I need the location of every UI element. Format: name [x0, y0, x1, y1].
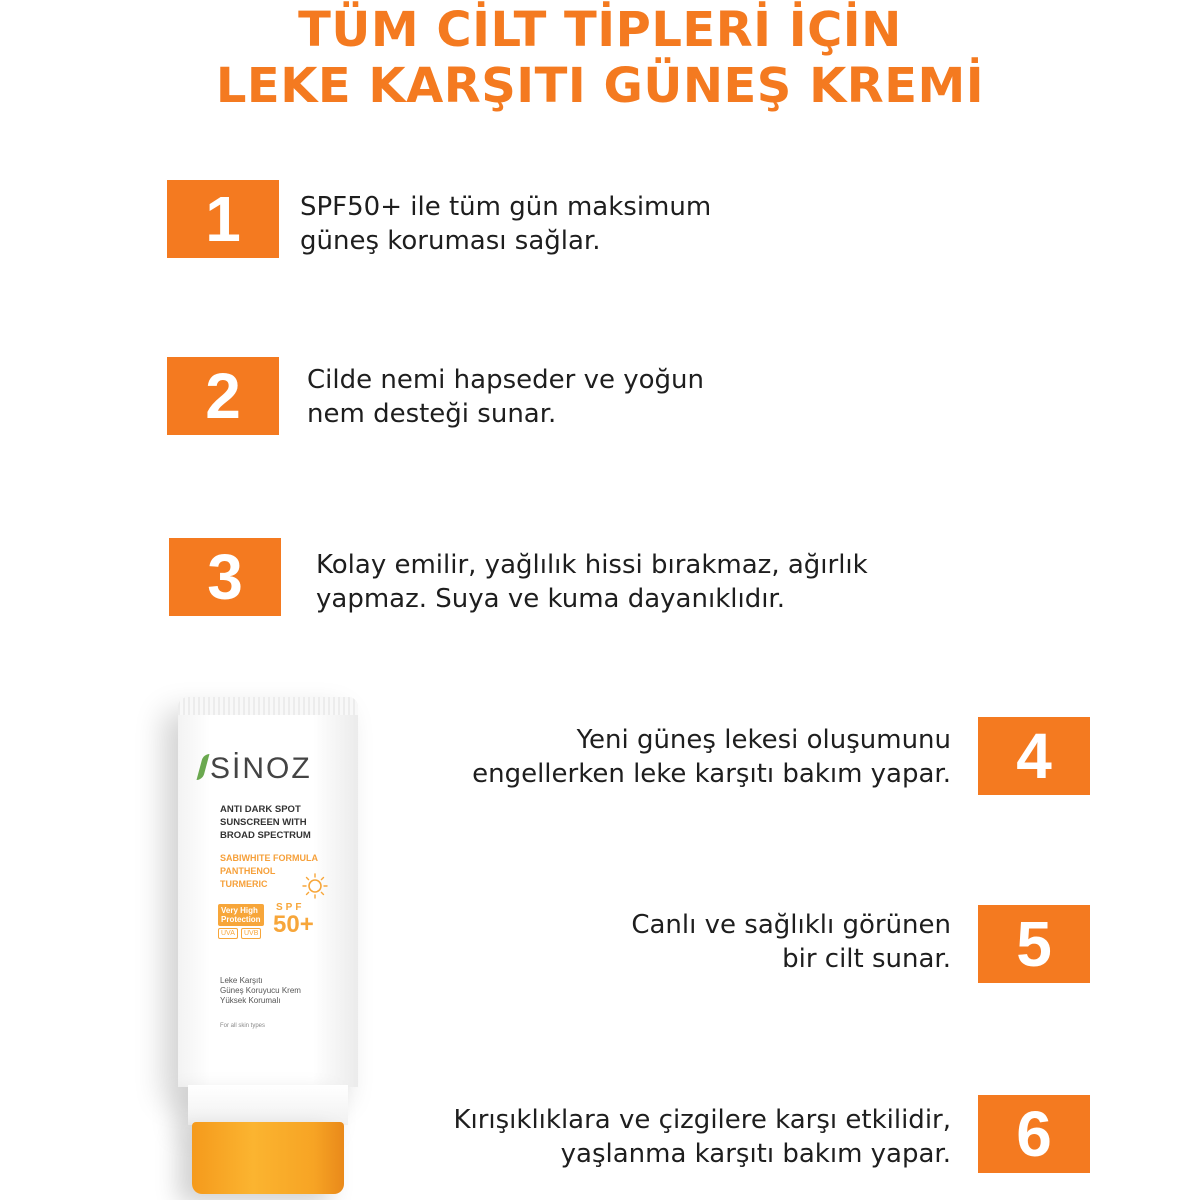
product-description-line: Güneş Koruyucu Krem: [220, 986, 301, 995]
product-headline-line: ANTI DARK SPOT: [220, 804, 301, 815]
feature-text-line: SPF50+ ile tüm gün maksimum: [300, 192, 712, 222]
feature-text: [316, 548, 868, 616]
uvb-badge: UVB: [241, 928, 261, 939]
feature-text-line: Kolay emilir, yağlılık hissi bırakmaz, ağırlık: [316, 550, 868, 580]
skin-types-label: For all skin types: [220, 1023, 266, 1029]
feature-number-badge: 4: [978, 717, 1090, 795]
ingredient: PANTHENOL: [220, 866, 276, 876]
feature-text-line: Kırışıklıklara ve çizgilere karşı etkilidir,: [453, 1105, 951, 1135]
sun-icon: [302, 873, 328, 899]
product-description-line: Yüksek Korumalı: [220, 996, 281, 1005]
feature-text-line: Canlı ve sağlıklı görünen: [631, 910, 951, 940]
feature-number-badge: 2: [167, 357, 279, 435]
feature-text: [472, 723, 951, 791]
tube-neck: [188, 1085, 348, 1125]
protection-label: [218, 904, 264, 926]
ingredient: TURMERIC: [220, 879, 268, 889]
feature-text-line: engellerken leke karşıtı bakım yapar.: [472, 759, 951, 789]
product-headline-line: SUNSCREEN WITH: [220, 817, 307, 828]
feature-number-badge: 1: [167, 180, 279, 258]
spf-word: SPF: [276, 902, 305, 913]
feature-text-line: bir cilt sunar.: [782, 944, 951, 974]
spf-badge: [218, 902, 330, 940]
title-line-2: LEKE KARŞITI GÜNEŞ KREMİ: [215, 58, 985, 114]
product-headline-line: BROAD SPECTRUM: [220, 830, 311, 841]
title-line-1: TÜM CİLT TİPLERİ İÇİN: [298, 2, 902, 58]
product-description: [220, 976, 301, 1006]
feature-text: [307, 363, 704, 431]
brand-name: SİNOZ: [210, 752, 312, 785]
uva-badge: UVA: [218, 928, 238, 939]
protection-label-line: Very High: [221, 906, 258, 915]
feature-text-line: Yeni güneş lekesi oluşumunu: [576, 725, 951, 755]
tube-crimp: [178, 697, 358, 715]
tube-cap: [192, 1122, 344, 1194]
feature-number-badge: 3: [169, 538, 281, 616]
feature-number-badge: 6: [978, 1095, 1090, 1173]
feature-text-line: güneş koruması sağlar.: [300, 226, 601, 256]
ingredient: SABIWHITE FORMULA: [220, 853, 318, 863]
feature-text-line: yaşlanma karşıtı bakım yapar.: [560, 1139, 951, 1169]
feature-text-line: Cilde nemi hapseder ve yoğun: [307, 365, 704, 395]
feature-text: [453, 1103, 951, 1171]
feature-text-line: nem desteği sunar.: [307, 399, 557, 429]
protection-label-line: Protection: [221, 915, 261, 924]
product-tube-image: [178, 697, 358, 1197]
brand-logo: [200, 752, 312, 786]
feature-text: [631, 908, 951, 976]
spf-value: 50+: [273, 911, 314, 938]
feature-text: [300, 190, 711, 258]
feature-number-badge: 5: [978, 905, 1090, 983]
product-headline: [220, 803, 311, 842]
product-description-line: Leke Karşıtı: [220, 976, 263, 985]
page-title: [0, 2, 1200, 114]
feature-text-line: yapmaz. Suya ve kuma dayanıklıdır.: [316, 584, 785, 614]
